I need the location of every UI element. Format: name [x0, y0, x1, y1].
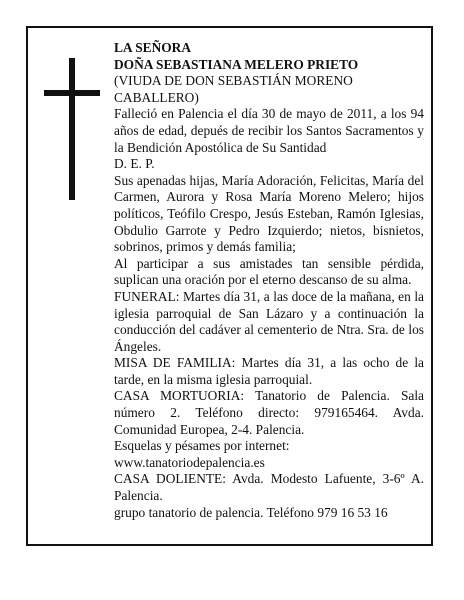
deceased-name: DOÑA SEBASTIANA MELERO PRIETO	[114, 56, 359, 72]
widow-of: (VIUDA DE DON SEBASTIÁN MORENO CABALLERO)	[114, 73, 353, 105]
footer-contact: grupo tanatorio de palencia. Teléfono 979 16 53 16	[114, 504, 388, 520]
family-mass-info: MISA DE FAMILIA: Martes día 31, a las ocho de la tarde, en la misma iglesia parroquial.	[114, 355, 424, 387]
death-statement: Falleció en Palencia el día 30 de mayo de 2011, a los 94 años de edad, depués de recibir los Santos Sacramentos y la Bendición Apostólica de Su Santidad	[114, 106, 424, 155]
cross-vertical-bar	[69, 58, 75, 200]
rip: D. E. P.	[114, 156, 155, 172]
website: www.tanatoriodepalencia.es	[114, 454, 265, 470]
cross-horizontal-bar	[44, 90, 100, 96]
prayer-request: Al participar a sus amistades tan sensible pérdida, suplican una oración por el eterno descanso de su alma.	[114, 255, 424, 288]
cross-icon	[44, 58, 100, 200]
online-condolences-label: Esquelas y pésames por internet:	[114, 438, 290, 454]
honorific: LA SEÑORA	[114, 40, 192, 55]
mortuary-info: CASA MORTUORIA: Tanatorio de Palencia. Sala número 2. Teléfono directo: 979165464. Avda. Comunidad Europea, 2-4. Palencia.	[114, 388, 424, 437]
mourning-house-info: CASA DOLIENTE: Avda. Modesto Lafuente, 3-6º A. Palencia.	[114, 471, 424, 504]
obituary-notice	[26, 26, 433, 546]
funeral-info: FUNERAL: Martes día 31, a las doce de la mañana, en la iglesia parroquial de San Lázaro y a continuación la conducción del cadáver al cementerio de Ntra. Sra. de los Ángeles.	[114, 288, 424, 354]
family-list: Sus apenadas hijas, María Adoración, Felicitas, María del Carmen, Aurora y Rosa María Moreno Melero; hijos políticos, Teófilo Crespo, Jesús Esteban, Ramón Iglesias, Obdulio Garrote y Pedro Izquierdo; nietos, bisnietos, sobrinos, primos y demás familia;	[114, 172, 424, 255]
notice-text	[114, 40, 424, 521]
